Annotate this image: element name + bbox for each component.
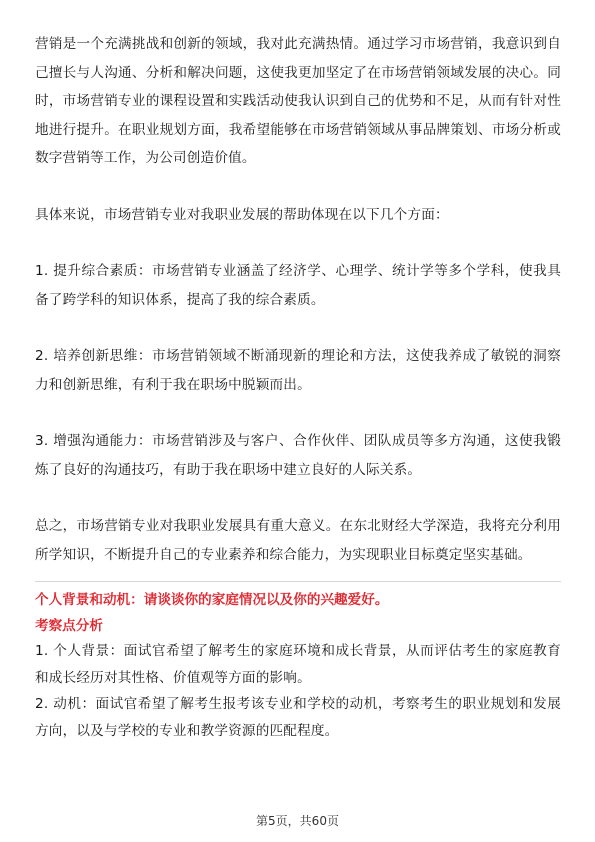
analysis-heading: 考察点分析 (35, 618, 103, 634)
body-point-2: 2. 培养创新思维：市场营销领域不断涌现新的理论和方法，这使我养成了敏锐的洞察力和创新思维，有利于我在职场中脱颖而出。 (35, 348, 561, 393)
body-point-3: 3. 增强沟通能力：市场营销涉及与客户、合作伙伴、团队成员等多方沟通，这使我锻炼了良好的沟通技巧，有助于我在职场中建立良好的人际关系。 (35, 433, 561, 478)
analysis-point-1: 1. 个人背景：面试官希望了解考生的家庭环境和成长背景，从而评估考生的家庭教育和成长经历对其性格、价值观等方面的影响。 (35, 643, 561, 686)
analysis-point-2: 2. 动机：面试官希望了解考生报考该专业和学校的动机，考察考生的职业规划和发展方向，以及与学校的专业和教学资源的匹配程度。 (35, 696, 561, 739)
body-paragraph-summary-lead: 具体来说，市场营销专业对我职业发展的帮助体现在以下几个方面： (35, 206, 449, 223)
body-paragraph-intro: 营销是一个充满挑战和创新的领域，我对此充满热情。通过学习市场营销，我意识到自己擅长与人沟通、分析和解决问题，这使我更加坚定了在市场营销领域发展的决心。同时，市场营销专业的课程设置和实践活动使我认识到自己的优势和不足，从而有针对性地进行提升。在职业规划方面，我希望能够在市场营销领域从事品牌策划、市场分析或数字营销等工作，为公司创造价值。 (35, 36, 561, 166)
body-paragraph-conclusion: 总之，市场营销专业对我职业发展具有重大意义。在东北财经大学深造，我将充分利用所学知识，不断提升自己的专业素养和综合能力，为实现职业目标奠定坚实基础。 (35, 518, 561, 563)
question-title: 个人背景和动机：请谈谈你的家庭情况以及你的兴趣爱好。 (35, 592, 389, 608)
paragraph-spacer (35, 173, 561, 201)
paragraph-spacer (35, 314, 561, 342)
page-number: 第5页，共60页 (256, 814, 339, 828)
section-divider (35, 581, 561, 582)
paragraph-spacer (35, 484, 561, 512)
paragraph-spacer (35, 399, 561, 427)
body-point-1: 1. 提升综合素质：市场营销专业涵盖了经济学、心理学、统计学等多个学科，使我具备了跨学科的知识体系，提高了我的综合素质。 (35, 263, 561, 308)
page-content (35, 30, 561, 744)
paragraph-spacer (35, 229, 561, 257)
